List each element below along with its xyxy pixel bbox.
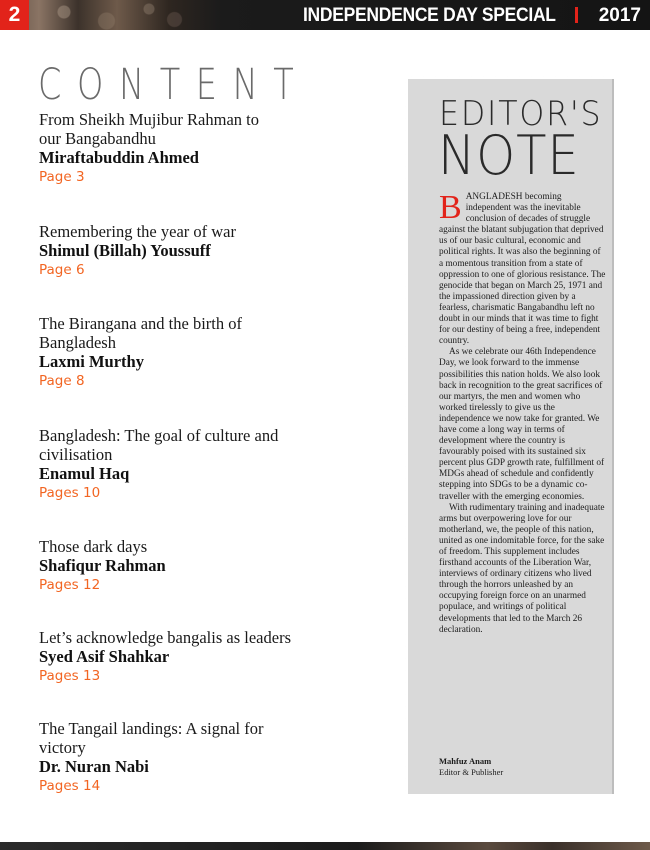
section-title: INDEPENDENCE DAY SPECIAL — [303, 5, 556, 26]
entry-title: The Birangana and the birth of Bangladesh — [39, 314, 242, 352]
entry-page: Page 3 — [39, 169, 85, 185]
header-band — [0, 0, 650, 30]
signature-role: Editor & Publisher — [439, 766, 504, 777]
entry-page: Pages 14 — [39, 778, 101, 794]
page-number: 2 — [0, 0, 29, 30]
entry-author: Syed Asif Shahkar — [39, 647, 170, 666]
toc-entry[interactable] — [39, 110, 379, 187]
editors-note-title: EDITOR'S — [439, 94, 603, 134]
entry-page: Page 8 — [39, 373, 85, 389]
entry-author: Shimul (Billah) Youssuff — [39, 241, 211, 260]
entry-title: The Tangail landings: A signal for victory — [39, 719, 264, 757]
entry-author: Laxmi Murthy — [39, 352, 144, 371]
signature-name: Mahfuz Anam — [439, 756, 492, 766]
content-heading: CONTENT — [38, 60, 310, 110]
stamp-edge-left — [402, 79, 414, 794]
header-texture — [30, 0, 200, 30]
entry-title: From Sheikh Mujibur Rahman to our Bangabandhu — [39, 110, 259, 148]
drop-cap: B — [439, 189, 462, 226]
entry-author: Dr. Nuran Nabi — [39, 757, 149, 776]
entry-title: Let’s acknowledge bangalis as leaders — [39, 628, 291, 647]
entry-title: Those dark days — [39, 537, 148, 556]
editors-note-paragraph: With rudimentary training and inadequate arms but overpowering love for our motherland, we, the people of this nation, united as one indomitable force, for the sake of freedom. This supplement includes firsthand accounts of the Liberation War, interviews of ordinary citizens who lived through the horrors unleashed by an occupying foreign force on an unarmed populace, and writings of political developments that led to the March 26 declaration. — [439, 502, 605, 635]
header-separator — [575, 7, 578, 23]
toc-entry[interactable] — [39, 628, 379, 686]
entry-page: Page 6 — [39, 262, 85, 278]
editor-signature — [439, 756, 503, 777]
editors-note-title-large: NOTE — [438, 124, 580, 187]
footer-band — [0, 842, 650, 850]
toc-entry[interactable] — [39, 314, 379, 391]
entry-author: Miraftabuddin Ahmed — [39, 148, 199, 167]
toc-entry[interactable] — [39, 719, 379, 796]
entry-title: Remembering the year of war — [39, 222, 237, 241]
entry-title: Bangladesh: The goal of culture and civilisation — [39, 426, 279, 464]
editors-note-body — [439, 189, 607, 636]
entry-author: Enamul Haq — [39, 464, 130, 483]
editors-note-paragraph: As we celebrate our 46th Independence Day, we look forward to the immense possibilities this nation holds. We also look back in recognition to the great sacrifices of our martyrs, the men and women who worked tirelessly to give us the independence we now take for granted. We have come a long way in terms of development where the country is favourably poised with its sustained six percent plus GDP growth rate, fulfillment of MDGs ahead of schedule and confidently stepping into SDGs to be a dynamic co-traveller with the emerging economies. — [439, 347, 605, 502]
issue-year: 2017 — [598, 5, 641, 26]
entry-page: Pages 10 — [39, 485, 101, 501]
entry-author: Shafiqur Rahman — [39, 556, 166, 575]
toc-entry[interactable] — [39, 426, 379, 503]
toc-entry[interactable] — [39, 222, 379, 280]
entry-page: Pages 13 — [39, 668, 101, 684]
entry-page: Pages 12 — [39, 577, 101, 593]
stamp-edge-top — [408, 73, 614, 85]
editors-note-panel — [408, 79, 614, 794]
editors-note-paragraph: ANGLADESH becoming independent was the inevitable conclusion of decades of struggle against the blatant subjugation that deprived us of our basic cultural, economic and political rights. It was also the beginning of a momentous transition from a state of oppression to one of glorious resistance. The genocide that began on March 25, 1971 and the impassioned direction given by a fearless, charismatic Bangabandhu left no doubt in our minds that it was time to fight for our destiny of being a free, independent country. — [439, 192, 606, 347]
toc-entry[interactable] — [39, 537, 379, 595]
